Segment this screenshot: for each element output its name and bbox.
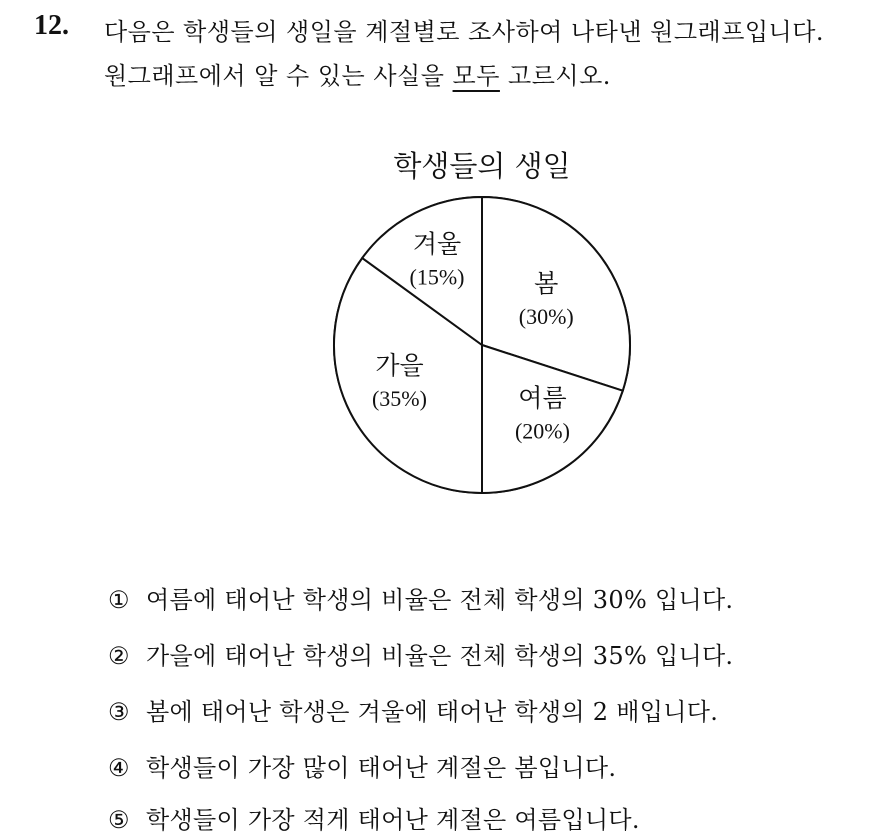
- choice-4-text: 학생들이 가장 많이 태어난 계절은 봄입니다.: [146, 754, 617, 782]
- choice-1-mark: ①: [108, 586, 130, 614]
- chart-title: 학생들의 생일: [393, 149, 571, 183]
- choice-3-text: 봄에 태어난 학생은 겨울에 태어난 학생의 2 배입니다.: [146, 698, 719, 726]
- question-emphasis-all: 모두: [452, 62, 500, 90]
- question-text-line1: 다음은 학생들의 생일을 계절별로 조사하여 나타낸 원그래프입니다.: [104, 18, 825, 46]
- pie-slice-3-value-label: (35%): [371, 385, 427, 411]
- choice-5[interactable]: [108, 800, 640, 835]
- pie-slice-2-value-label: (20%): [514, 418, 570, 444]
- choice-1-text: 여름에 태어난 학생의 비율은 전체 학생의 30% 입니다.: [146, 586, 734, 614]
- choice-3-mark: ③: [108, 698, 130, 726]
- pie-slice-2-label: 여름: [518, 383, 567, 413]
- choice-3[interactable]: [108, 692, 718, 727]
- pie-slice-1-label: 봄: [534, 268, 559, 298]
- choice-2-mark: ②: [108, 642, 130, 670]
- pie-slice-4-label: 겨울: [412, 229, 462, 259]
- pie-slice-3-label: 가을: [375, 350, 424, 380]
- choice-2-text: 가을에 태어난 학생의 비율은 전체 학생의 35% 입니다.: [146, 642, 734, 670]
- pie-slice-4-value-label: (15%): [409, 264, 465, 290]
- pie-slice-1-value-label: (30%): [518, 303, 574, 329]
- choice-4[interactable]: [108, 748, 616, 783]
- choice-5-text: 학생들이 가장 적게 태어난 계절은 여름입니다.: [146, 806, 640, 834]
- choice-1[interactable]: [108, 580, 733, 615]
- choice-2[interactable]: [108, 636, 733, 671]
- question-number: 12.: [34, 10, 69, 41]
- question-text-before: 원그래프에서 알 수 있는 사실을: [104, 62, 453, 90]
- question-text-after: 고르시오.: [499, 62, 611, 90]
- choice-5-mark: ⑤: [108, 806, 130, 834]
- choice-4-mark: ④: [108, 754, 130, 782]
